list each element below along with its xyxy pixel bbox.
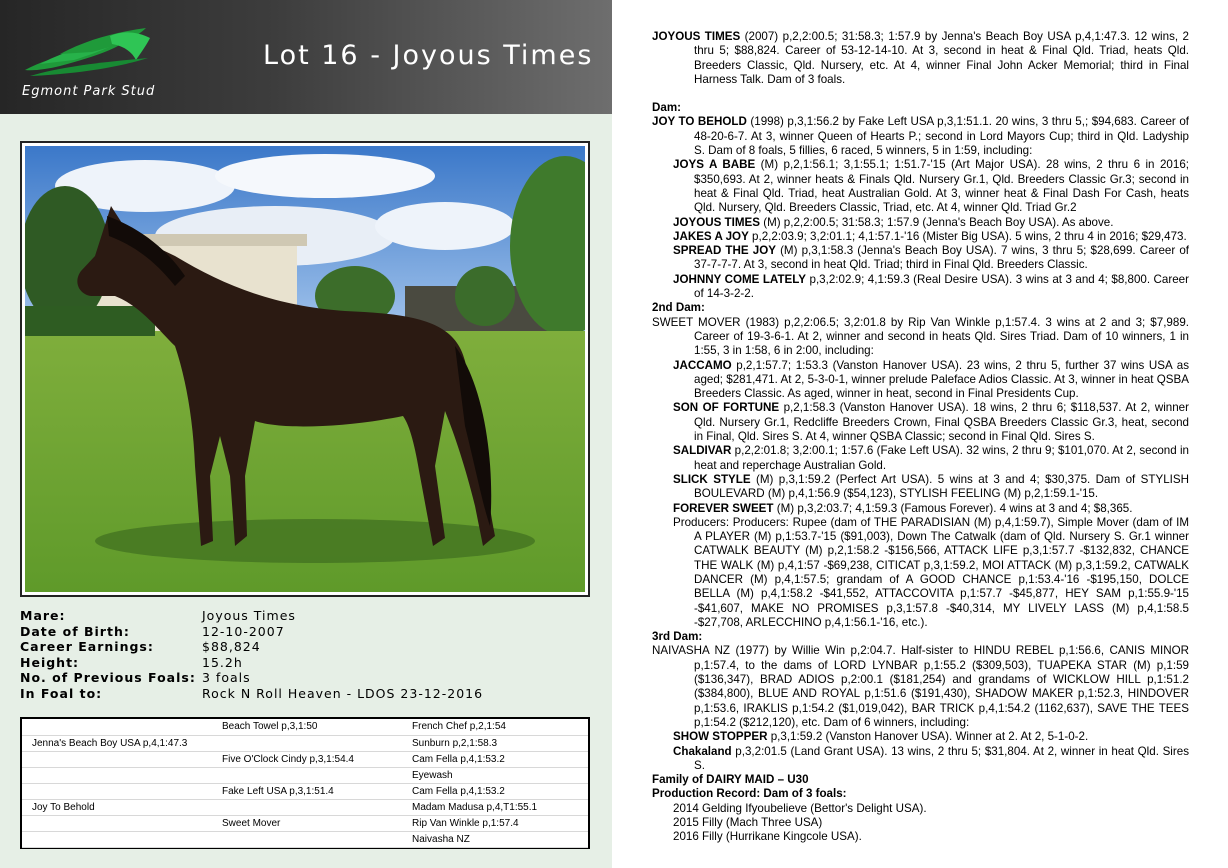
pedigree-cell xyxy=(22,783,212,799)
pedigree-row xyxy=(22,831,588,847)
paragraph-text: p,2,1:57.7; 1:53.3 (Vanston Hanover USA). 23 wins, 2 thru 5, further 37 wins USA as aged; $281,471. At 2, 5-3-0-1, winner prelude Paleface Adios Classic. At 3, winner in heat QSBA Breeders Classic. As aged, winner in heat, second in Final Presidents Cup. xyxy=(694,358,1189,401)
horse-name: JOHNNY COME LATELY xyxy=(673,272,807,286)
pedigree-cell xyxy=(212,799,402,815)
horse-head-logo-icon xyxy=(20,24,160,84)
pedigree-cell: Sunburn p,2,1:58.3 xyxy=(402,735,588,751)
production-item: 2016 Filly (Hurrikane Kingcole USA). xyxy=(673,830,862,844)
paragraph-text: (2007) p,2,2:00.5; 31:58.3; 1:57.9 by Jenna's Beach Boy USA p,4,1:47.3. 12 wins, 2 thru 5; $88,824. Career of 53-12-14-10. At 3, second in heat & Final Qld. Triad, heats Qld. Breeders Classic, Qld. Nursery, etc. At 4, winner Final John Acker Memorial; third in Final Harness Talk. Dam of 3 foals. xyxy=(694,30,1189,86)
pedigree-row xyxy=(22,719,588,735)
progeny-entry xyxy=(673,359,1189,402)
producers-entry xyxy=(673,516,1189,630)
horse-name: SPREAD THE JOY xyxy=(673,244,776,258)
paragraph-text: p,2,2:03.9; 3,2:01.1; 4,1:57.1-'16 (Mister Big USA). 5 wins, 2 thru 4 in 2016; $29,473. xyxy=(748,229,1187,243)
pedigree-cell: Fake Left USA p,3,1:51.4 xyxy=(212,783,402,799)
detail-label: No. of Previous Foals: xyxy=(20,670,196,686)
detail-row-height xyxy=(20,655,600,671)
pedigree-row xyxy=(22,735,588,751)
paragraph-text: (M) p,2,1:56.1; 3,1:55.1; 1:51.7-'15 (Art Major USA). 28 wins, 2 thru 6 in 2016; $350,693. At 2, winner heats & Finals Qld. Nursery Gr.1, Qld. Breeders Classic Gr.3; second in heat & Final Qld. Triad, heat Australian Gold. At 3, winner heat & Final Dash For Cash, heats Qld. Nursery, Qld. Breeders Classic, Triad, etc. At 4, winner Qld. Triad Gr.2 xyxy=(694,158,1189,215)
detail-label: Career Earnings: xyxy=(20,639,154,655)
lot-title: Lot 16 - Joyous Times xyxy=(263,40,594,71)
pedigree-cell xyxy=(22,767,212,783)
pedigree-cell: French Chef p,2,1:54 xyxy=(402,719,588,735)
horse-name: JACCAMO xyxy=(673,358,732,372)
paragraph-text: p,2,2:01.8; 3,2:00.1; 1:57.6 (Fake Left USA). 32 wins, 2 thru 9; $101,070. At 2, second in heat and reperchage Australian Gold. xyxy=(694,444,1189,472)
detail-value: Joyous Times xyxy=(202,608,296,623)
pedigree-cell xyxy=(22,815,212,831)
horse-name: SWEET MOVER xyxy=(652,315,741,329)
progeny-entry xyxy=(673,244,1189,273)
pedigree-cell: Jenna's Beach Boy USA p,4,1:47.3 xyxy=(22,735,212,751)
third-dam-paragraph xyxy=(652,644,1189,730)
progeny-entry xyxy=(673,730,1189,744)
pedigree-cell xyxy=(22,831,212,847)
detail-value: 12-10-2007 xyxy=(202,623,285,639)
horse-name: Chakaland xyxy=(673,744,732,758)
horse-photo xyxy=(20,141,590,597)
pedigree-cell xyxy=(212,735,402,751)
dam-heading: Dam: xyxy=(652,101,681,115)
pedigree-cell: Naivasha NZ xyxy=(402,831,588,847)
paragraph-text: p,3,2:02.9; 4,1:59.3 (Real Desire USA). 3 wins at 3 and 4; $8,800. Career of 14-3-2-2. xyxy=(694,272,1189,301)
paragraph-text: (M) p,3,1:59.2 (Perfect Art USA). 5 wins at 3 and 4; $30,375. Dam of STYLISH BOULEVARD (M) p,4,1:56.9 ($54,123), STYLISH FEELING (M) p,2,1:59.1-'15. xyxy=(694,472,1189,501)
horse-name: JAKES A JOY xyxy=(673,229,749,243)
pedigree-cell: Sweet Mover xyxy=(212,815,402,831)
paragraph-text: Producers: Producers: Rupee (dam of THE PARADISIAN (M) p,4,1:59.7), Simple Mover (dam of IM A PLAYER (M) p,1:53.7-'15 ($91,003), Down The Catwalk (dam of Qld. Nursery S. Gr.1 winner CATWALK BEAUTY (M) p,2,1:58.2 -$156,566, ATTACK LIFE p,3,1:57.7 -$132,832, CHANCE THE WALK (M) p,4,1:57 -$69,238, CITICAT p,3,1:59.2, MOI ATTACK (M) p,3,1:59.2, CATWALK DANCER (M) p,4,1:57.5; grandam of A GOOD CHANCE p,1:53.4-'16 -$195,150, DOLCE BELLA (M) p,4,1:58.2 -$41,552, ATTACCOVITA p,1:57.7 -$45,877, HEY SAM p,1:55.9-'15 -$41,607, MAKE NO PROMISES p,3,1:57.8 -$40,314, MY LIVELY LASS (M) p,4,1:58.5 -$27,708, ARLECCHINO p,4,1:56.1-'16, etc.). xyxy=(673,515,1189,629)
paragraph-text: (1983) p,2,2:06.5; 3,2:01.8 by Rip Van Winkle p,1:57.4. 3 wins at 2 and 3; $7,989. Career of 19-3-6-1. At 2, winner and second in heats Qld. Sires Triad. Dam of 10 winners, 1 in 1:55, 3 in 1:58, 6 in 2:00, including: xyxy=(694,315,1189,358)
pedigree-cell xyxy=(22,719,212,735)
second-dam-heading: 2nd Dam: xyxy=(652,301,705,315)
second-dam-paragraph xyxy=(652,316,1189,359)
progeny-entry xyxy=(673,745,1189,774)
pedigree-cell: Rip Van Winkle p,1:57.4 xyxy=(402,815,588,831)
progeny-entry xyxy=(673,444,1189,473)
horse-name: JOYOUS TIMES xyxy=(673,215,760,229)
production-item: 2015 Filly (Mach Three USA) xyxy=(673,816,823,830)
horse-name: SALDIVAR xyxy=(673,444,732,458)
horse-name: JOYOUS TIMES xyxy=(652,30,741,43)
detail-value: 3 foals xyxy=(202,670,251,686)
pedigree-cell xyxy=(212,831,402,847)
family-line: Family of DAIRY MAID – U30 xyxy=(652,773,809,787)
paragraph-text: p,2,1:58.3 (Vanston Hanover USA). 18 wins, 2 thru 6; $118,537. At 2, winner Qld. Nursery Gr.1, Redcliffe Breeders Crown, Final QSBA Breeders Classic Gr.3, heat, second in Final, Qld. Sires S. At 4, winner QSBA Classic; second in Final Qld. Sires S. xyxy=(694,401,1189,444)
pedigree-row xyxy=(22,799,588,815)
paragraph-text: p,3,2:01.5 (Land Grant USA). 13 wins, 2 thru 5; $31,804. At 2, winner in heat Qld. Sires S. xyxy=(694,744,1189,772)
pedigree-cell: Beach Towel p,3,1:50 xyxy=(212,719,402,735)
progeny-entry xyxy=(673,473,1189,502)
detail-row-earnings xyxy=(20,639,600,655)
dam-paragraph xyxy=(652,115,1189,158)
intro-paragraph xyxy=(652,30,1189,87)
paragraph-text: (1977) by Willie Win p,2:04.7. Half-sister to HINDU REBEL p,1:56.6, CANIS MINOR p,1:57.4, to the dams of LORD LYNBAR p,1:55.2 ($309,503), TUAPEKA STAR (M) p,1:59 ($136,347), BRAD ADIOS p,2:00.1 ($181,254) and grandams of WICKLOW HILL p,1:51.2 ($384,800), BLUE AND ROYAL p,1:51.6 ($191,430), SHADOW MAKER p,1:52.3, HINDOVER p,1:53.6, IRAKLIS p,1:54.2 ($1,019,042), BAR TRICK p,4,1:54.2 (1162,637), SAVE THE TEES p,1:54.2 ($212,120), etc. Dam of 6 winners, including: xyxy=(694,644,1189,729)
horse-name: SHOW STOPPER xyxy=(673,730,768,744)
pedigree-table xyxy=(20,717,590,849)
horse-name: FOREVER SWEET xyxy=(673,501,774,515)
detail-value: Rock N Roll Heaven - LDOS 23-12-2016 xyxy=(202,685,484,701)
pedigree-row xyxy=(22,815,588,831)
progeny-entry xyxy=(673,502,1189,516)
paragraph-text: (M) p,2,2:00.5; 31:58.3; 1:57.9 (Jenna's Beach Boy USA). As above. xyxy=(759,215,1114,229)
horse-name: SON OF FORTUNE xyxy=(673,401,780,415)
detail-label: Height: xyxy=(20,654,80,670)
pedigree-row xyxy=(22,751,588,767)
pedigree-cell xyxy=(22,751,212,767)
production-item: 2014 Gelding Ifyoubelieve (Bettor's Delight USA). xyxy=(673,801,927,815)
pedigree-text xyxy=(652,30,1189,845)
pedigree-row xyxy=(22,783,588,799)
detail-value: $88,824 xyxy=(202,639,261,655)
third-dam-heading: 3rd Dam: xyxy=(652,630,703,644)
pedigree-cell: Cam Fella p,4,1:53.2 xyxy=(402,783,588,799)
progeny-entry xyxy=(673,273,1189,302)
progeny-entry xyxy=(673,401,1189,444)
horse-name: JOY TO BEHOLD xyxy=(652,115,747,129)
pedigree-row xyxy=(22,767,588,783)
horse-name: JOYS A BABE xyxy=(673,158,756,172)
detail-row-dob xyxy=(20,624,600,640)
left-panel xyxy=(0,0,612,868)
pedigree-cell: Five O'Clock Cindy p,3,1:54.4 xyxy=(212,751,402,767)
detail-row-mare xyxy=(20,608,600,624)
horse-photo-image xyxy=(25,146,585,592)
detail-row-in-foal xyxy=(20,686,600,702)
detail-label: In Foal to: xyxy=(20,685,103,701)
pedigree-cell: Cam Fella p,4,1:53.2 xyxy=(402,751,588,767)
pedigree-cell: Joy To Behold xyxy=(22,799,212,815)
progeny-entry xyxy=(673,216,1189,230)
pedigree-cell xyxy=(212,767,402,783)
stud-name: Egmont Park Stud xyxy=(22,84,156,99)
progeny-entry xyxy=(673,158,1189,215)
header-banner xyxy=(0,0,612,114)
mare-details xyxy=(20,608,600,702)
horse-name: NAIVASHA NZ xyxy=(652,644,731,658)
paragraph-text: p,3,1:59.2 (Vanston Hanover USA). Winner at 2. At 2, 5-1-0-2. xyxy=(767,730,1089,744)
paragraph-text: (1998) p,3,1:56.2 by Fake Left USA p,3,1:51.1. 20 wins, 3 thru 5,; $94,683. Career of 48-20-6-7. At 3, winner Queen of Hearts P.; second in Lord Mayors Cup; third in Qld. Ladyship S. Dam of 8 foals, 5 fillies, 6 raced, 5 winners, 5 in 1:59, including: xyxy=(694,115,1189,158)
detail-label: Mare: xyxy=(20,608,66,623)
paragraph-text: (M) p,3,1:58.3 (Jenna's Beach Boy USA). 7 wins, 3 thru 5; $28,699. Career of 37-7-7-7. At 3, second in heat Qld. Triad; third in Final Qld. Breeders Classic. xyxy=(694,244,1189,272)
pedigree-cell: Eyewash xyxy=(402,767,588,783)
production-heading: Production Record: Dam of 3 foals: xyxy=(652,787,847,801)
detail-label: Date of Birth: xyxy=(20,623,130,639)
pedigree-cell: Madam Madusa p,4,T1:55.1 xyxy=(402,799,588,815)
horse-name: SLICK STYLE xyxy=(673,472,751,486)
paragraph-text: (M) p,3,2:03.7; 4,1:59.3 (Famous Forever). 4 wins at 3 and 4; $8,365. xyxy=(773,501,1133,515)
detail-value: 15.2h xyxy=(202,654,243,670)
detail-row-foals xyxy=(20,670,600,686)
progeny-entry xyxy=(673,230,1189,244)
